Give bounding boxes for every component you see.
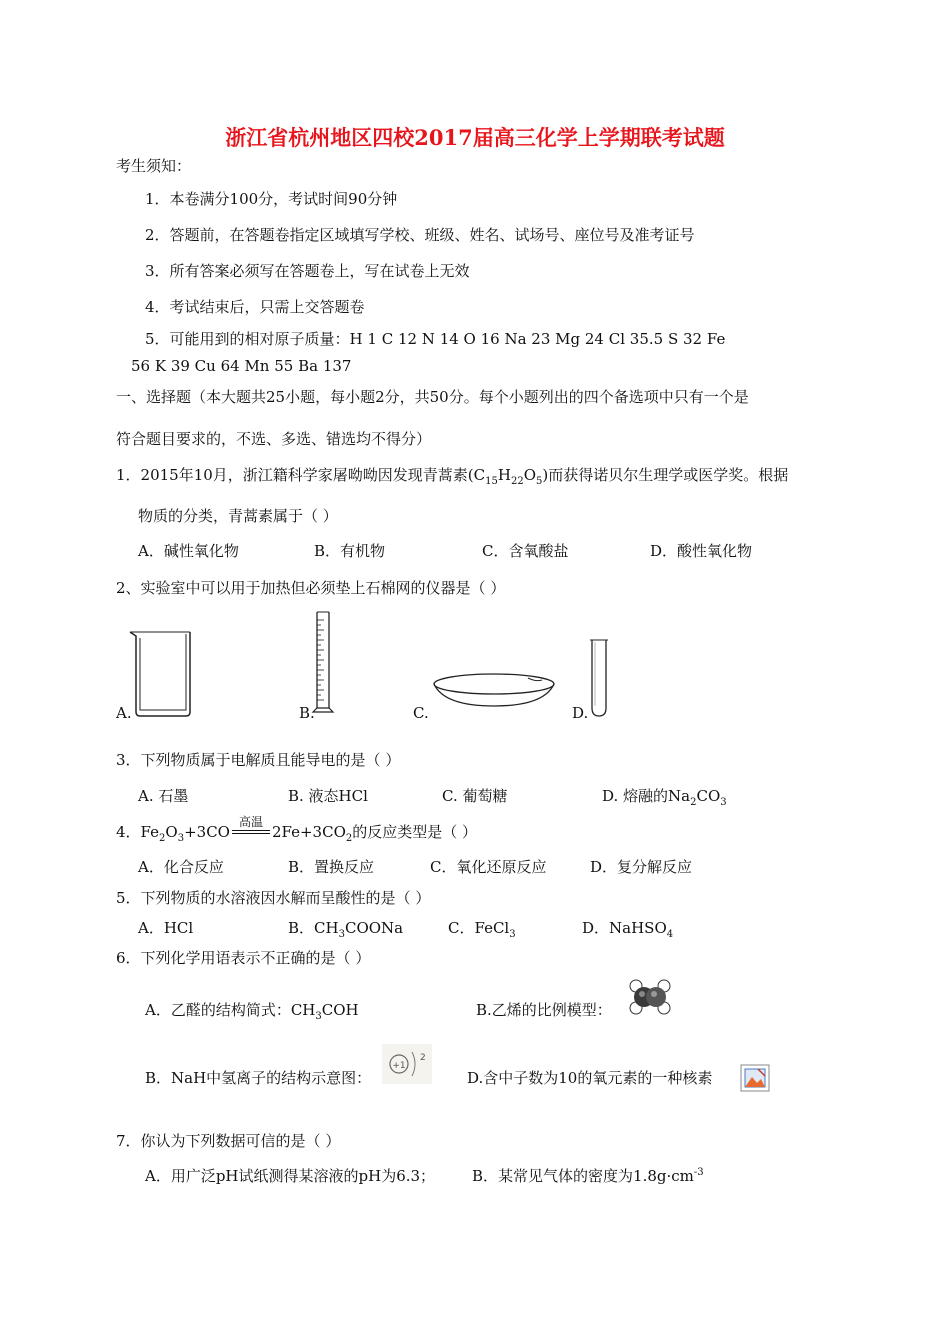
- shell-electron-count: 2: [420, 1053, 426, 1063]
- q1-option-b: B．有机物: [314, 542, 386, 560]
- q4-option-b: B．置换反应: [288, 858, 375, 876]
- beaker-icon: [128, 628, 198, 718]
- reaction-condition: 高温: [238, 815, 263, 829]
- exam-title: 浙江省杭州地区四校2017届高三化学上学期联考试题: [225, 125, 725, 150]
- q7-stem: 7．你认为下列数据可信的是（ ）: [116, 1132, 341, 1150]
- notice-item-1: 1．本卷满分100分，考试时间90分钟: [145, 190, 398, 208]
- notice-item-4: 4．考试结束后，只需上交答题卷: [145, 298, 365, 316]
- q4-option-a: A．化合反应: [138, 858, 224, 876]
- q1-option-a: A．碱性氧化物: [138, 542, 239, 560]
- q3-option-d: D. 熔融的$Na_2CO_3$: [602, 787, 727, 808]
- test-tube-icon: [588, 638, 610, 720]
- q2-label-b: B.: [299, 704, 315, 722]
- q4-option-d: D．复分解反应: [590, 858, 693, 876]
- section-1-instructions: 一、选择题（本大题共25小题，每小题2分，共50分。每个小题列出的四个备选项中只有一个是: [116, 388, 749, 406]
- q7-option-b: B．某常见气体的密度为$1.8g\cdot cm^{-3}$: [472, 1167, 704, 1185]
- notice-item-3: 3．所有答案必须写在答题卷上，写在试卷上无效: [145, 262, 470, 280]
- hydride-ion-structure-diagram: [382, 1044, 432, 1084]
- q3-stem: 3．下列物质属于电解质且能导电的是（ ）: [116, 751, 401, 769]
- q6-option-a: A．乙醛的结构简式：$CH_3COH$: [145, 1001, 359, 1022]
- q5-option-c: C．FeCl$_3$: [448, 919, 516, 940]
- q2-label-c: C.: [413, 704, 429, 722]
- q2-stem: 2、实验室中可以用于加热但必须垫上石棉网的仪器是（ ）: [116, 579, 506, 597]
- q3-option-c: C. 葡萄糖: [442, 787, 508, 805]
- q6-option-c: B．NaH中氢离子的结构示意图：: [145, 1069, 372, 1087]
- section-1-instructions-cont: 符合题目要求的，不选、多选、错选均不得分）: [116, 430, 432, 448]
- q5-stem: 5．下列物质的水溶液因水解而呈酸性的是（ ）: [116, 889, 431, 907]
- q3-option-b: B. 液态HCl: [288, 787, 368, 805]
- q3-option-a: A. 石墨: [138, 787, 189, 805]
- evaporating-dish-icon: [430, 666, 558, 710]
- q2-label-d: D.: [572, 704, 589, 722]
- notice-item-5: 5．可能用到的相对原子质量：H 1 C 12 N 14 O 16 Na 23 Mg 24 Cl 35.5 S 32 Fe: [145, 330, 726, 348]
- notice-item-5-continued: 56 K 39 Cu 64 Mn 55 Ba 137: [131, 357, 352, 375]
- q5-option-a: A．HCl: [138, 919, 194, 937]
- broken-image-icon: [740, 1064, 770, 1092]
- q5-option-d: D．NaHSO$_4$: [582, 919, 674, 940]
- notice-item-2: 2．答题前，在答题卷指定区域填写学校、班级、姓名、试场号、座位号及准考证号: [145, 226, 695, 244]
- graduated-cylinder-icon: [309, 608, 339, 720]
- q5-option-b: B．$CH_3COONa$: [288, 919, 404, 940]
- q1-stem-cont: 物质的分类，青蒿素属于（ ）: [138, 507, 338, 525]
- notice-heading: 考生须知：: [116, 157, 192, 175]
- q1-option-d: D．酸性氧化物: [650, 542, 753, 560]
- q4-stem: 4．$Fe_2O_3+3CO$ 高温 $2Fe+3CO_2$的反应类型是（ ）: [116, 815, 478, 844]
- reaction-arrow: [230, 815, 272, 842]
- nucleus-charge-label: +1: [392, 1061, 406, 1071]
- q1-stem: 1．2015年10月，浙江籍科学家屠呦呦因发现青蒿素$(C_{15}H_{22}O_5)$而获得诺贝尔生理学或医学奖。根据: [116, 466, 789, 487]
- q1-option-c: C．含氧酸盐: [482, 542, 569, 560]
- q7-option-a: A．用广泛pH试纸测得某溶液的pH为6.3；: [145, 1167, 436, 1185]
- q6-option-b: B.乙烯的比例模型：: [476, 1001, 612, 1019]
- q6-option-d: D.含中子数为10的氧元素的一种核素: [467, 1069, 713, 1087]
- q6-stem: 6．下列化学用语表示不正确的是（ ）: [116, 949, 371, 967]
- ethylene-space-filling-model-icon: [628, 978, 672, 1016]
- q2-label-a: A.: [116, 704, 132, 722]
- q4-option-c: C．氧化还原反应: [430, 858, 547, 876]
